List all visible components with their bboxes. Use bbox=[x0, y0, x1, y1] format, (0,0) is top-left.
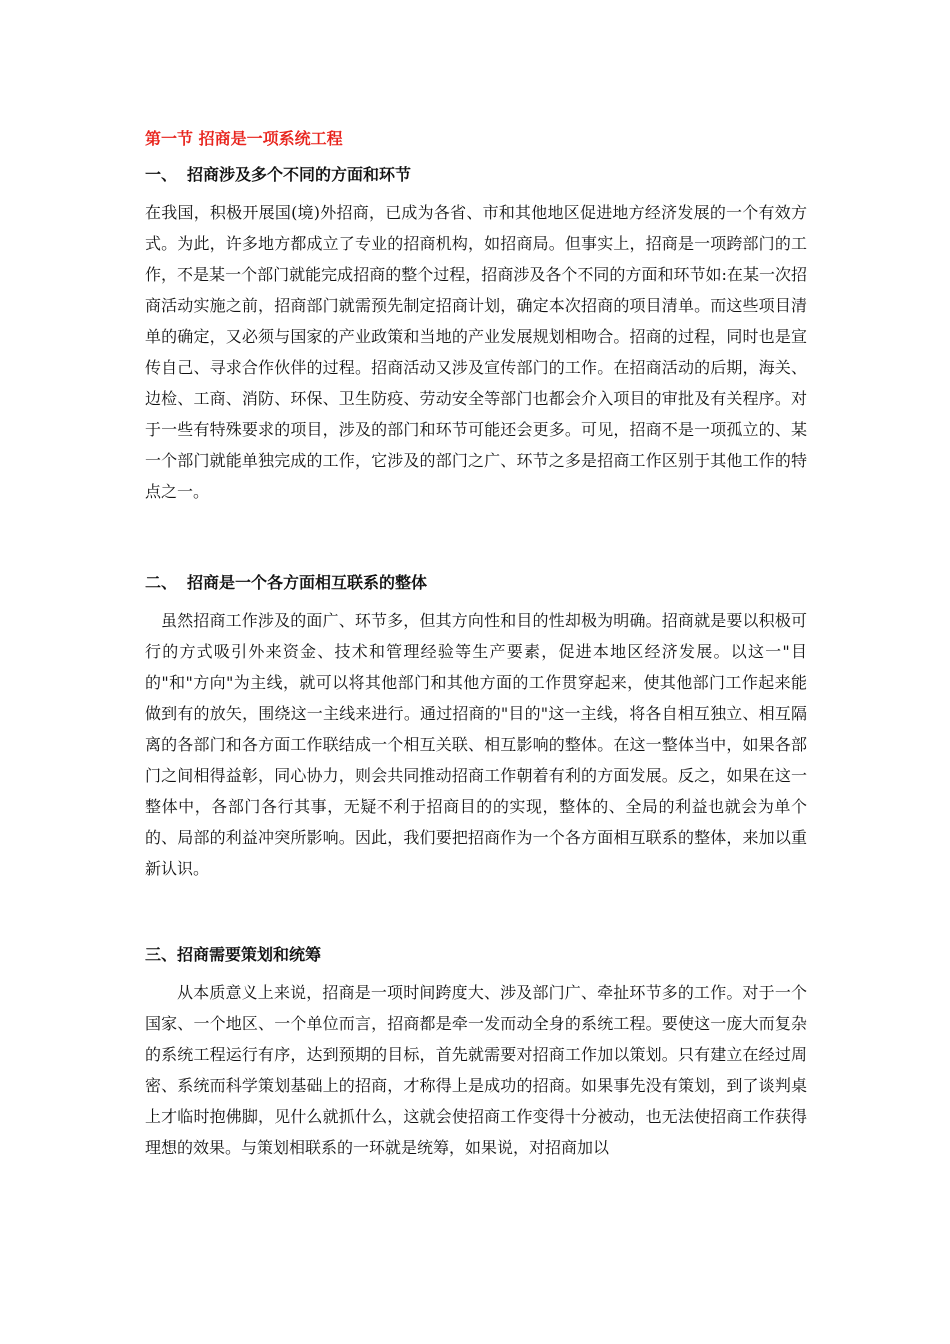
section-title: 第一节 招商是一项系统工程 bbox=[145, 129, 343, 148]
paragraph-2: 虽然招商工作涉及的面广、环节多，但其方向性和目的性却极为明确。招商就是要以积极可行的方式吸引外来资金、技术和管理经验等生产要素，促进本地区经济发展。以这一"目的"和"方向"为主线，就可以将其他部门和其他方面的工作贯穿起来，使其他部门工作起来能做到有的放矢，围绕这一主线来进行。通过招商的"目的"这一主线，将各自相互独立、相互隔离的各部门和各方面工作联结成一个相互关联、相互影响的整体。在这一整体当中，如果各部门之间相得益彰，同心协力，则会共同推动招商工作朝着有利的方面发展。反之，如果在这一整体中，各部门各行其事，无疑不利于招商目的的实现，整体的、全局的利益也就会为单个的、局部的利益冲突所影响。因此，我们要把招商作为一个各方面相互联系的整体，来加以重新认识。 bbox=[145, 611, 807, 878]
heading-3-number: 三、 bbox=[145, 945, 178, 964]
paragraph-1: 在我国，积极开展国(境)外招商，已成为各省、市和其他地区促进地方经济发展的一个有效方式。为此，许多地方都成立了专业的招商机构，如招商局。但事实上，招商是一项跨部门的工作，不是某一个部门就能完成招商的整个过程，招商涉及各个不同的方面和环节如:在某一次招商活动实施之前，招商部门就需预先制定招商计划，确定本次招商的项目清单。而这些项目清单的确定，又必须与国家的产业政策和当地的产业发展规划相吻合。招商的过程，同时也是宣传自己、寻求合作伙伴的过程。招商活动又涉及宣传部门的工作。在招商活动的后期，海关、边检、工商、消防、环保、卫生防疫、劳动安全等部门也都会介入项目的审批及有关程序。对于一些有特殊要求的项目，涉及的部门和环节可能还会更多。可见，招商不是一项孤立的、某一个部门就能单独完成的工作，它涉及的部门之广、环节之多是招商工作区别于其他工作的特点之一。 bbox=[145, 203, 807, 501]
heading-2 bbox=[145, 571, 427, 595]
heading-2-number: 二、 bbox=[145, 573, 178, 592]
heading-1-title: 招商涉及多个不同的方面和环节 bbox=[187, 165, 412, 184]
heading-1 bbox=[145, 163, 411, 187]
heading-2-title: 招商是一个各方面相互联系的整体 bbox=[187, 573, 428, 592]
heading-3-title: 招商需要策划和统筹 bbox=[177, 945, 322, 964]
heading-1-number: 一、 bbox=[145, 165, 178, 184]
paragraph-3: 从本质意义上来说，招商是一项时间跨度大、涉及部门广、牵扯环节多的工作。对于一个国家、一个地区、一个单位而言，招商都是牵一发而动全身的系统工程。要使这一庞大而复杂的系统工程运行有序，达到预期的目标，首先就需要对招商工作加以策划。只有建立在经过周密、系统而科学策划基础上的招商，才称得上是成功的招商。如果事先没有策划，到了谈判桌上才临时抱佛脚，见什么就抓什么，这就会使招商工作变得十分被动，也无法使招商工作获得理想的效果。与策划相联系的一环就是统筹，如果说，对招商加以 bbox=[145, 983, 807, 1157]
heading-3 bbox=[145, 943, 321, 967]
